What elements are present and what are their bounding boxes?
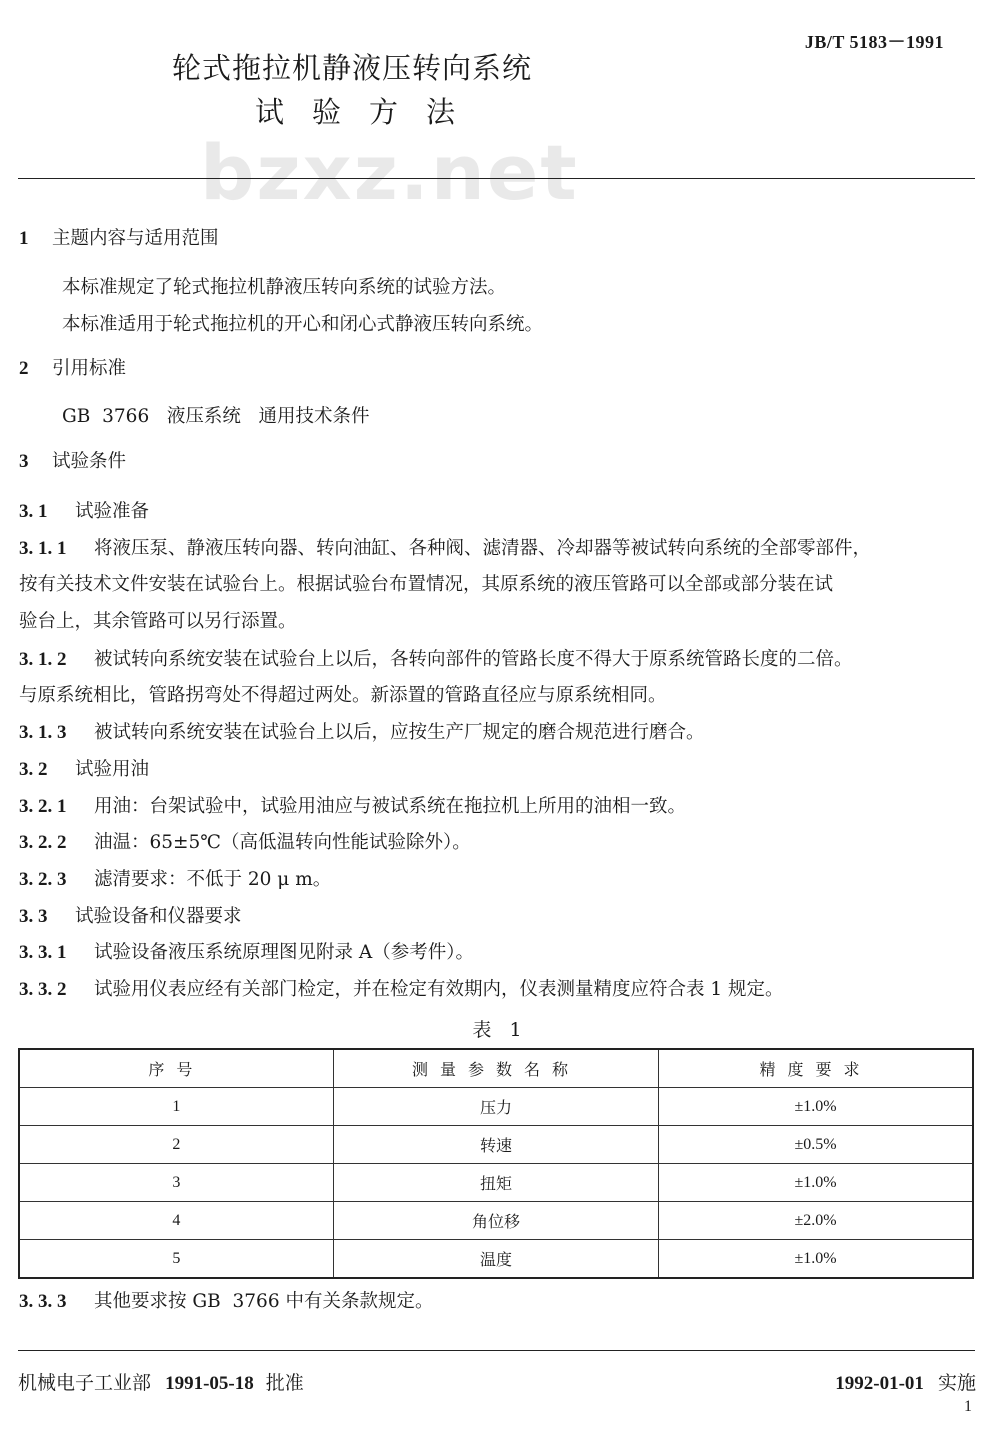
clause-text: 其他要求按 GB 3766 中有关条款规定。 (94, 1291, 434, 1312)
section-number: 3. 2 (19, 759, 48, 780)
clause-number: 3. 2. 2 (19, 832, 67, 853)
approval-info (18, 1368, 304, 1395)
clause-text: 用油：台架试验中，试验用油应与被试系统在拖拉机上所用的油相一致。 (94, 796, 687, 817)
clause-number: 3. 3. 3 (19, 1291, 67, 1312)
cell-accuracy: ±2.0% (659, 1202, 973, 1240)
section-title: 试验条件 (52, 451, 127, 472)
cell-serial: 3 (19, 1164, 333, 1202)
section-title: 试验用油 (75, 759, 150, 780)
table-row (19, 1164, 973, 1202)
effective-label: 实施 (937, 1372, 976, 1394)
header-parameter-name: 测量参数名称 (333, 1049, 658, 1088)
clause-text: 被试转向系统安装在试验台上以后，应按生产厂规定的磨合规范进行磨合。 (94, 722, 705, 743)
effective-info (835, 1368, 976, 1395)
cell-parameter: 压力 (333, 1088, 658, 1126)
cell-accuracy: ±0.5% (659, 1126, 973, 1164)
section-title: 试验准备 (75, 501, 150, 522)
paragraph-text: 本标准规定了轮式拖拉机静液压转向系统的试验方法。 (62, 277, 507, 298)
accuracy-table (18, 1048, 974, 1279)
clause-number: 3. 3. 1 (19, 942, 67, 963)
cell-serial: 5 (19, 1240, 333, 1279)
approve-date: 1991-05-18 (165, 1373, 254, 1394)
clause-text: 将液压泵、静液压转向器、转向油缸、各种阀、滤清器、冷却器等被试转向系统的全部零部件， (94, 538, 872, 559)
table-row (19, 1088, 973, 1126)
standard-code: JB/T 5183－1991 (804, 32, 944, 52)
cell-parameter: 扭矩 (333, 1164, 658, 1202)
cell-accuracy: ±1.0% (659, 1088, 973, 1126)
clause-text: 验台上，其余管路可以另行添置。 (19, 611, 297, 632)
watermark: bzxz.net (200, 128, 579, 217)
clause-number: 3. 1. 1 (19, 538, 67, 559)
section-number: 3. 3 (19, 906, 48, 927)
cell-serial: 2 (19, 1126, 333, 1164)
clause-text: 试验用仪表应经有关部门检定，并在检定有效期内，仪表测量精度应符合表 1 规定。 (94, 979, 784, 1000)
table-header-row (19, 1049, 973, 1088)
table-row (19, 1126, 973, 1164)
cell-accuracy: ±1.0% (659, 1240, 973, 1279)
paragraph-text: 本标准适用于轮式拖拉机的开心和闭心式静液压转向系统。 (62, 314, 544, 335)
cell-serial: 4 (19, 1202, 333, 1240)
page-number: 1 (964, 1398, 972, 1415)
section-number: 1 (19, 228, 29, 249)
section-title: 试验设备和仪器要求 (75, 906, 242, 927)
effective-date: 1992-01-01 (835, 1373, 924, 1394)
clause-text: 按有关技术文件安装在试验台上。根据试验台布置情况，其原系统的液压管路可以全部或部分装在试 (19, 574, 834, 595)
clause-number: 3. 3. 2 (19, 979, 67, 1000)
cell-parameter: 转速 (333, 1126, 658, 1164)
document-title: 轮式拖拉机静液压转向系统 (172, 51, 533, 85)
document-subtitle: 试验方法 (255, 95, 484, 129)
table-row (19, 1240, 973, 1279)
cell-serial: 1 (19, 1088, 333, 1126)
header-serial-number: 序号 (19, 1049, 333, 1088)
issuer: 机械电子工业部 (18, 1372, 152, 1394)
clause-text: 滤清要求：不低于 20 μ m。 (94, 869, 332, 890)
section-number: 2 (19, 358, 29, 379)
cell-parameter: 角位移 (333, 1202, 658, 1240)
cell-parameter: 温度 (333, 1240, 658, 1279)
footer-rule (18, 1350, 975, 1351)
clause-number: 3. 1. 2 (19, 649, 67, 670)
section-title: 主题内容与适用范围 (52, 228, 219, 249)
clause-number: 3. 1. 3 (19, 722, 67, 743)
section-number: 3. 1 (19, 501, 48, 522)
clause-text: 试验设备液压系统原理图见附录 A（参考件）。 (94, 942, 474, 963)
approve-label: 批准 (265, 1372, 304, 1394)
header-rule (18, 178, 975, 179)
clause-text: 与原系统相比，管路拐弯处不得超过两处。新添置的管路直径应与原系统相同。 (19, 685, 667, 706)
clause-text: 被试转向系统安装在试验台上以后，各转向部件的管路长度不得大于原系统管路长度的二倍。 (94, 649, 853, 670)
section-number: 3 (19, 451, 29, 472)
table-caption: 表 1 (472, 1019, 528, 1041)
reference-text: GB 3766 液压系统 通用技术条件 (62, 406, 370, 427)
clause-text: 油温：65±5℃（高低温转向性能试验除外）。 (94, 832, 471, 853)
cell-accuracy: ±1.0% (659, 1164, 973, 1202)
section-title: 引用标准 (52, 358, 127, 379)
clause-number: 3. 2. 1 (19, 796, 67, 817)
table-row (19, 1202, 973, 1240)
clause-number: 3. 2. 3 (19, 869, 67, 890)
header-accuracy: 精度要求 (659, 1049, 973, 1088)
